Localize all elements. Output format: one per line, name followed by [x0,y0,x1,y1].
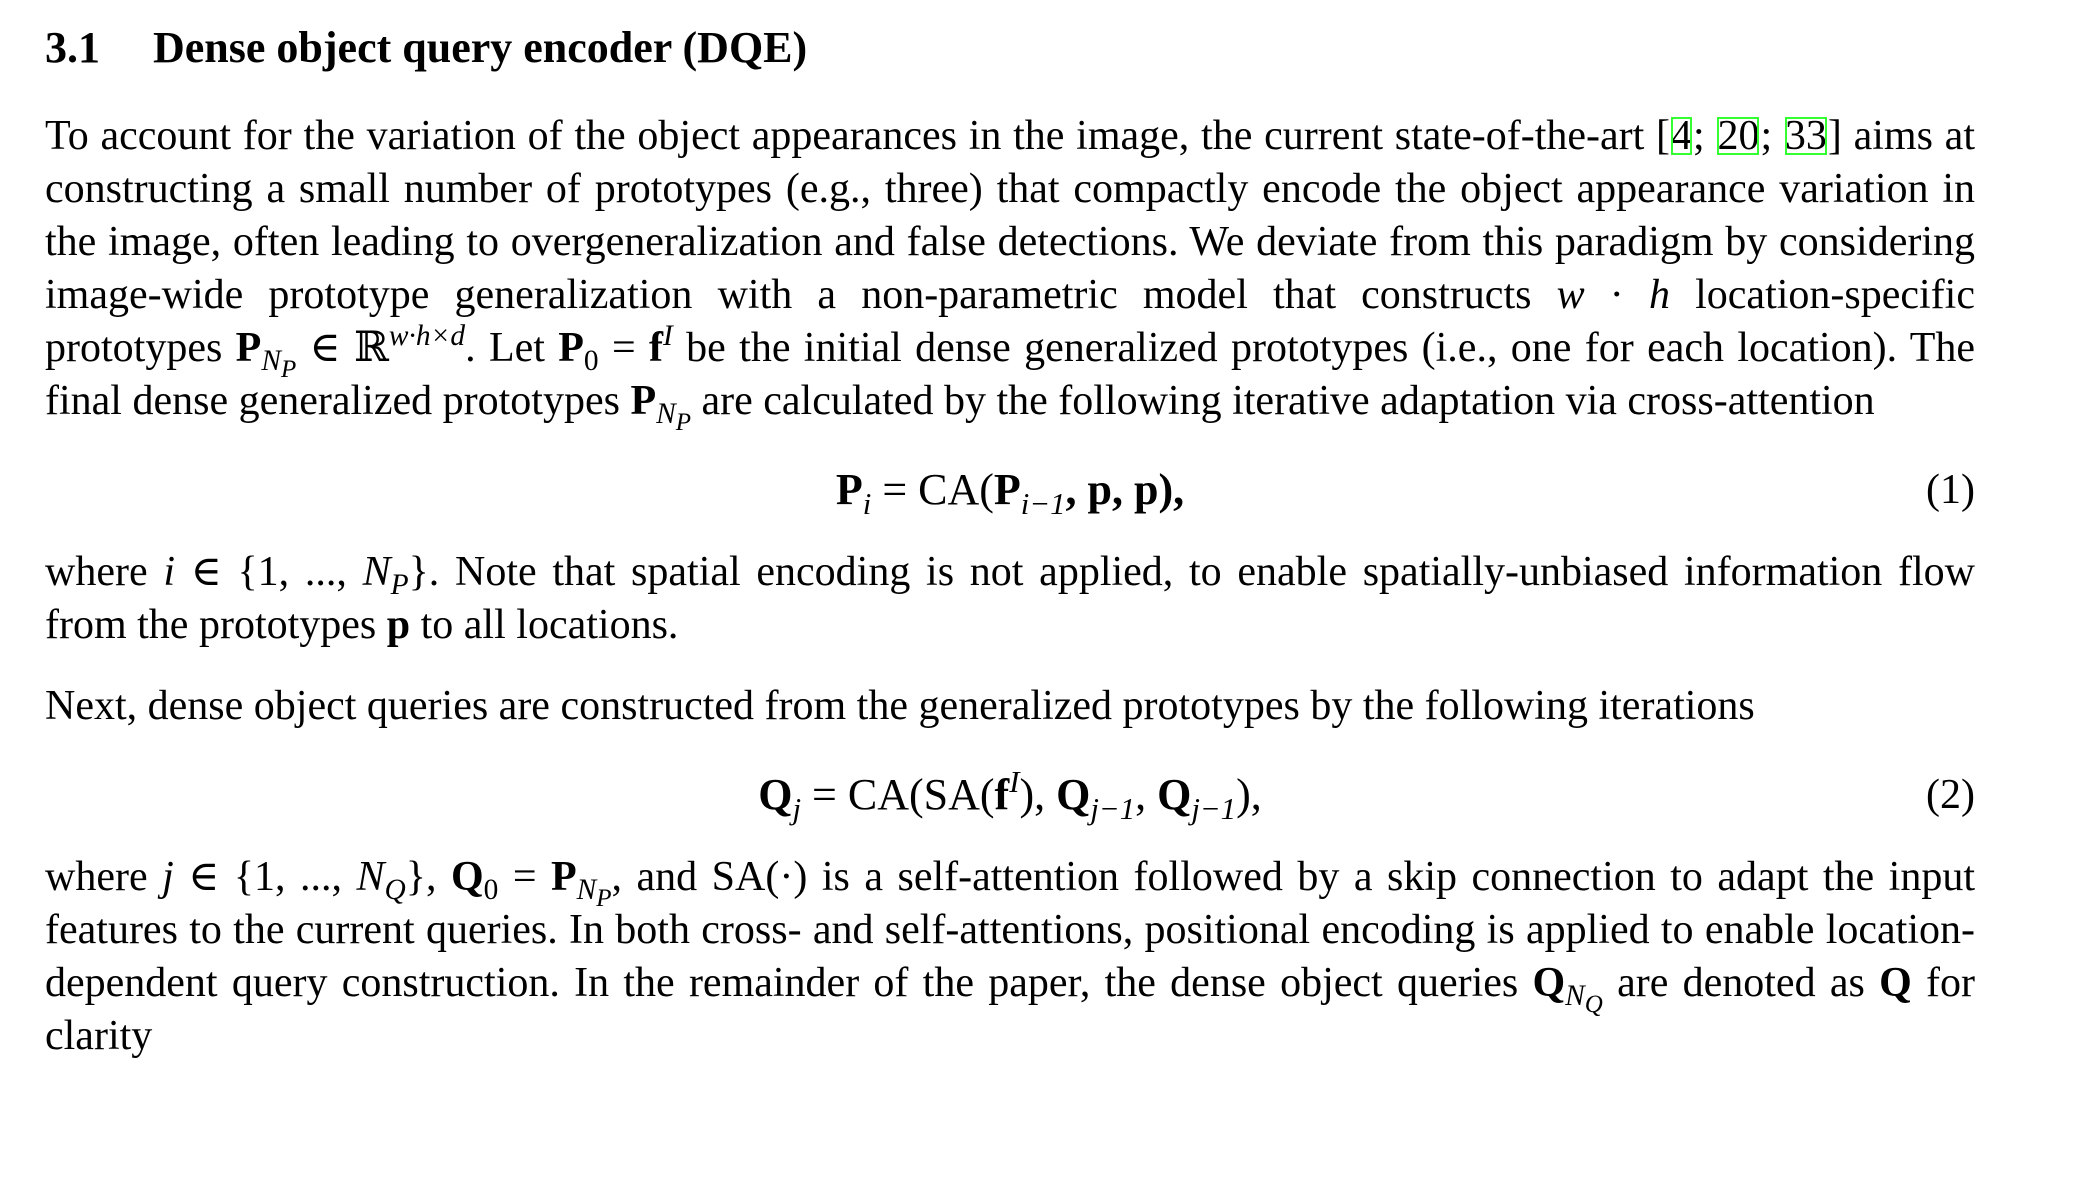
math-i: i [862,486,872,521]
text: ; [1760,113,1784,159]
citation-link-33[interactable]: 33 [1784,113,1827,159]
math-Q: Q [1056,770,1091,819]
math-P: P [993,465,1021,514]
math-P-np: P [630,378,657,424]
math-text: = CA(SA( [801,770,995,819]
equation-1-expression [45,454,1975,526]
math-j-1: j−1 [1090,791,1136,826]
math-N: N [356,854,385,900]
math-zero: 0 [483,874,499,907]
paragraph-2 [45,546,1975,652]
math-N: N [261,345,281,378]
equation-2-number: (2) [1926,772,1975,818]
math-close: } [405,854,426,900]
text: , and SA(·) is a self-attention followed by a skip connection to adapt the input features to the current queries. In both cross- and self-attentions, positional encoding is applied to enable location-dependent query construction. In the remainder of the paper, the dense object queries [45,854,1976,1006]
math-i: i [163,549,175,595]
math-N: N [656,398,676,431]
citation-link-4[interactable]: 4 [1671,113,1693,159]
math-R-sup: w·h×d [388,319,466,352]
math-I: I [663,319,673,352]
math-sub-P: P [675,408,691,436]
math-P: P [551,854,577,900]
equation-2-expression [45,759,1975,831]
section-title: Dense object query encoder (DQE) [153,23,808,72]
math-text: ), [1236,770,1262,819]
text: ; [1693,113,1717,159]
text: , [425,854,451,900]
text: where [45,549,164,595]
math-in: ∈ [296,325,354,371]
text: where [45,854,163,900]
math-text: , [1135,770,1158,819]
math-sub-P: P [596,884,612,912]
math-p: p [386,602,411,648]
text: for clarity [45,960,1975,1059]
math-j: j [162,854,174,900]
math-text: , p, p), [1065,465,1185,514]
math-N: N [1565,980,1585,1013]
math-eq: = [598,325,650,371]
math-w: w [1556,272,1585,318]
math-Q: Q [1532,960,1566,1006]
paragraph-4 [45,851,1975,1063]
text: . Note that spatial encoding is not applied, to enable spatially-unbiased information flow from the prototypes [45,549,1976,648]
math-text: ), [1019,770,1057,819]
text: are denoted as [1602,960,1880,1006]
text: . Let [465,325,559,371]
math-dot: · [1584,272,1649,318]
math-N: N [576,874,597,907]
math-text: = CA( [871,465,994,514]
math-P0: P [558,325,584,371]
equation-1-number: (1) [1926,467,1975,513]
math-set: ∈ {1, ..., [175,549,363,595]
math-P: P [235,325,262,371]
equation-2 [45,759,1975,831]
text: to all locations. [410,602,679,648]
math-f: f [994,770,1010,819]
paragraph-3: Next, dense object queries are constructed from the generalized prototypes by the following iterations [45,683,1755,729]
math-Q: Q [1879,960,1912,1006]
math-set: ∈ {1, ..., [173,854,357,900]
math-sub-P: P [280,355,297,383]
math-Q0: Q [450,854,484,900]
math-P: P [835,465,863,514]
equation-1 [45,454,1975,526]
math-R: ℝ [354,325,389,371]
citation-link-20[interactable]: 20 [1717,113,1760,159]
math-j: j [792,791,802,826]
math-sub-Q: Q [384,874,406,907]
text: location-specific prototypes [45,272,1975,371]
math-I: I [1009,765,1020,800]
math-Q: Q [758,770,793,819]
section-heading [45,22,1975,74]
text: are calculated by the following iterative adaptation via cross-attention [690,378,1875,424]
math-h: h [1648,272,1670,318]
paper-page [45,22,1975,1089]
text: ] aims at constructing a small number of prototypes (e.g., three) that compactly encode the object appearance variation in the image, often leading to overgeneralization and false detections. We deviate from this paradigm by considering image-wide prototype generalization with a non-parametric model that constructs [45,113,1975,318]
math-close: } [408,549,429,595]
math-Q: Q [1157,770,1192,819]
math-sub-P: P [390,569,409,602]
text: be the initial dense generalized prototypes (i.e., one for each location). The final dense generalized prototypes [45,325,1976,424]
section-number: 3.1 [45,23,100,72]
math-sub-Q: Q [1584,990,1603,1018]
math-j-1: j−1 [1191,791,1237,826]
math-N: N [362,549,391,595]
text: To account for the variation of the object appearances in the image, the current state-of-the-art [ [45,113,1671,159]
math-f: f [649,325,664,371]
math-i-1: i−1 [1020,486,1066,521]
math-zero: 0 [583,345,599,378]
paragraph-1 [45,110,1976,436]
math-eq: = [498,854,552,900]
